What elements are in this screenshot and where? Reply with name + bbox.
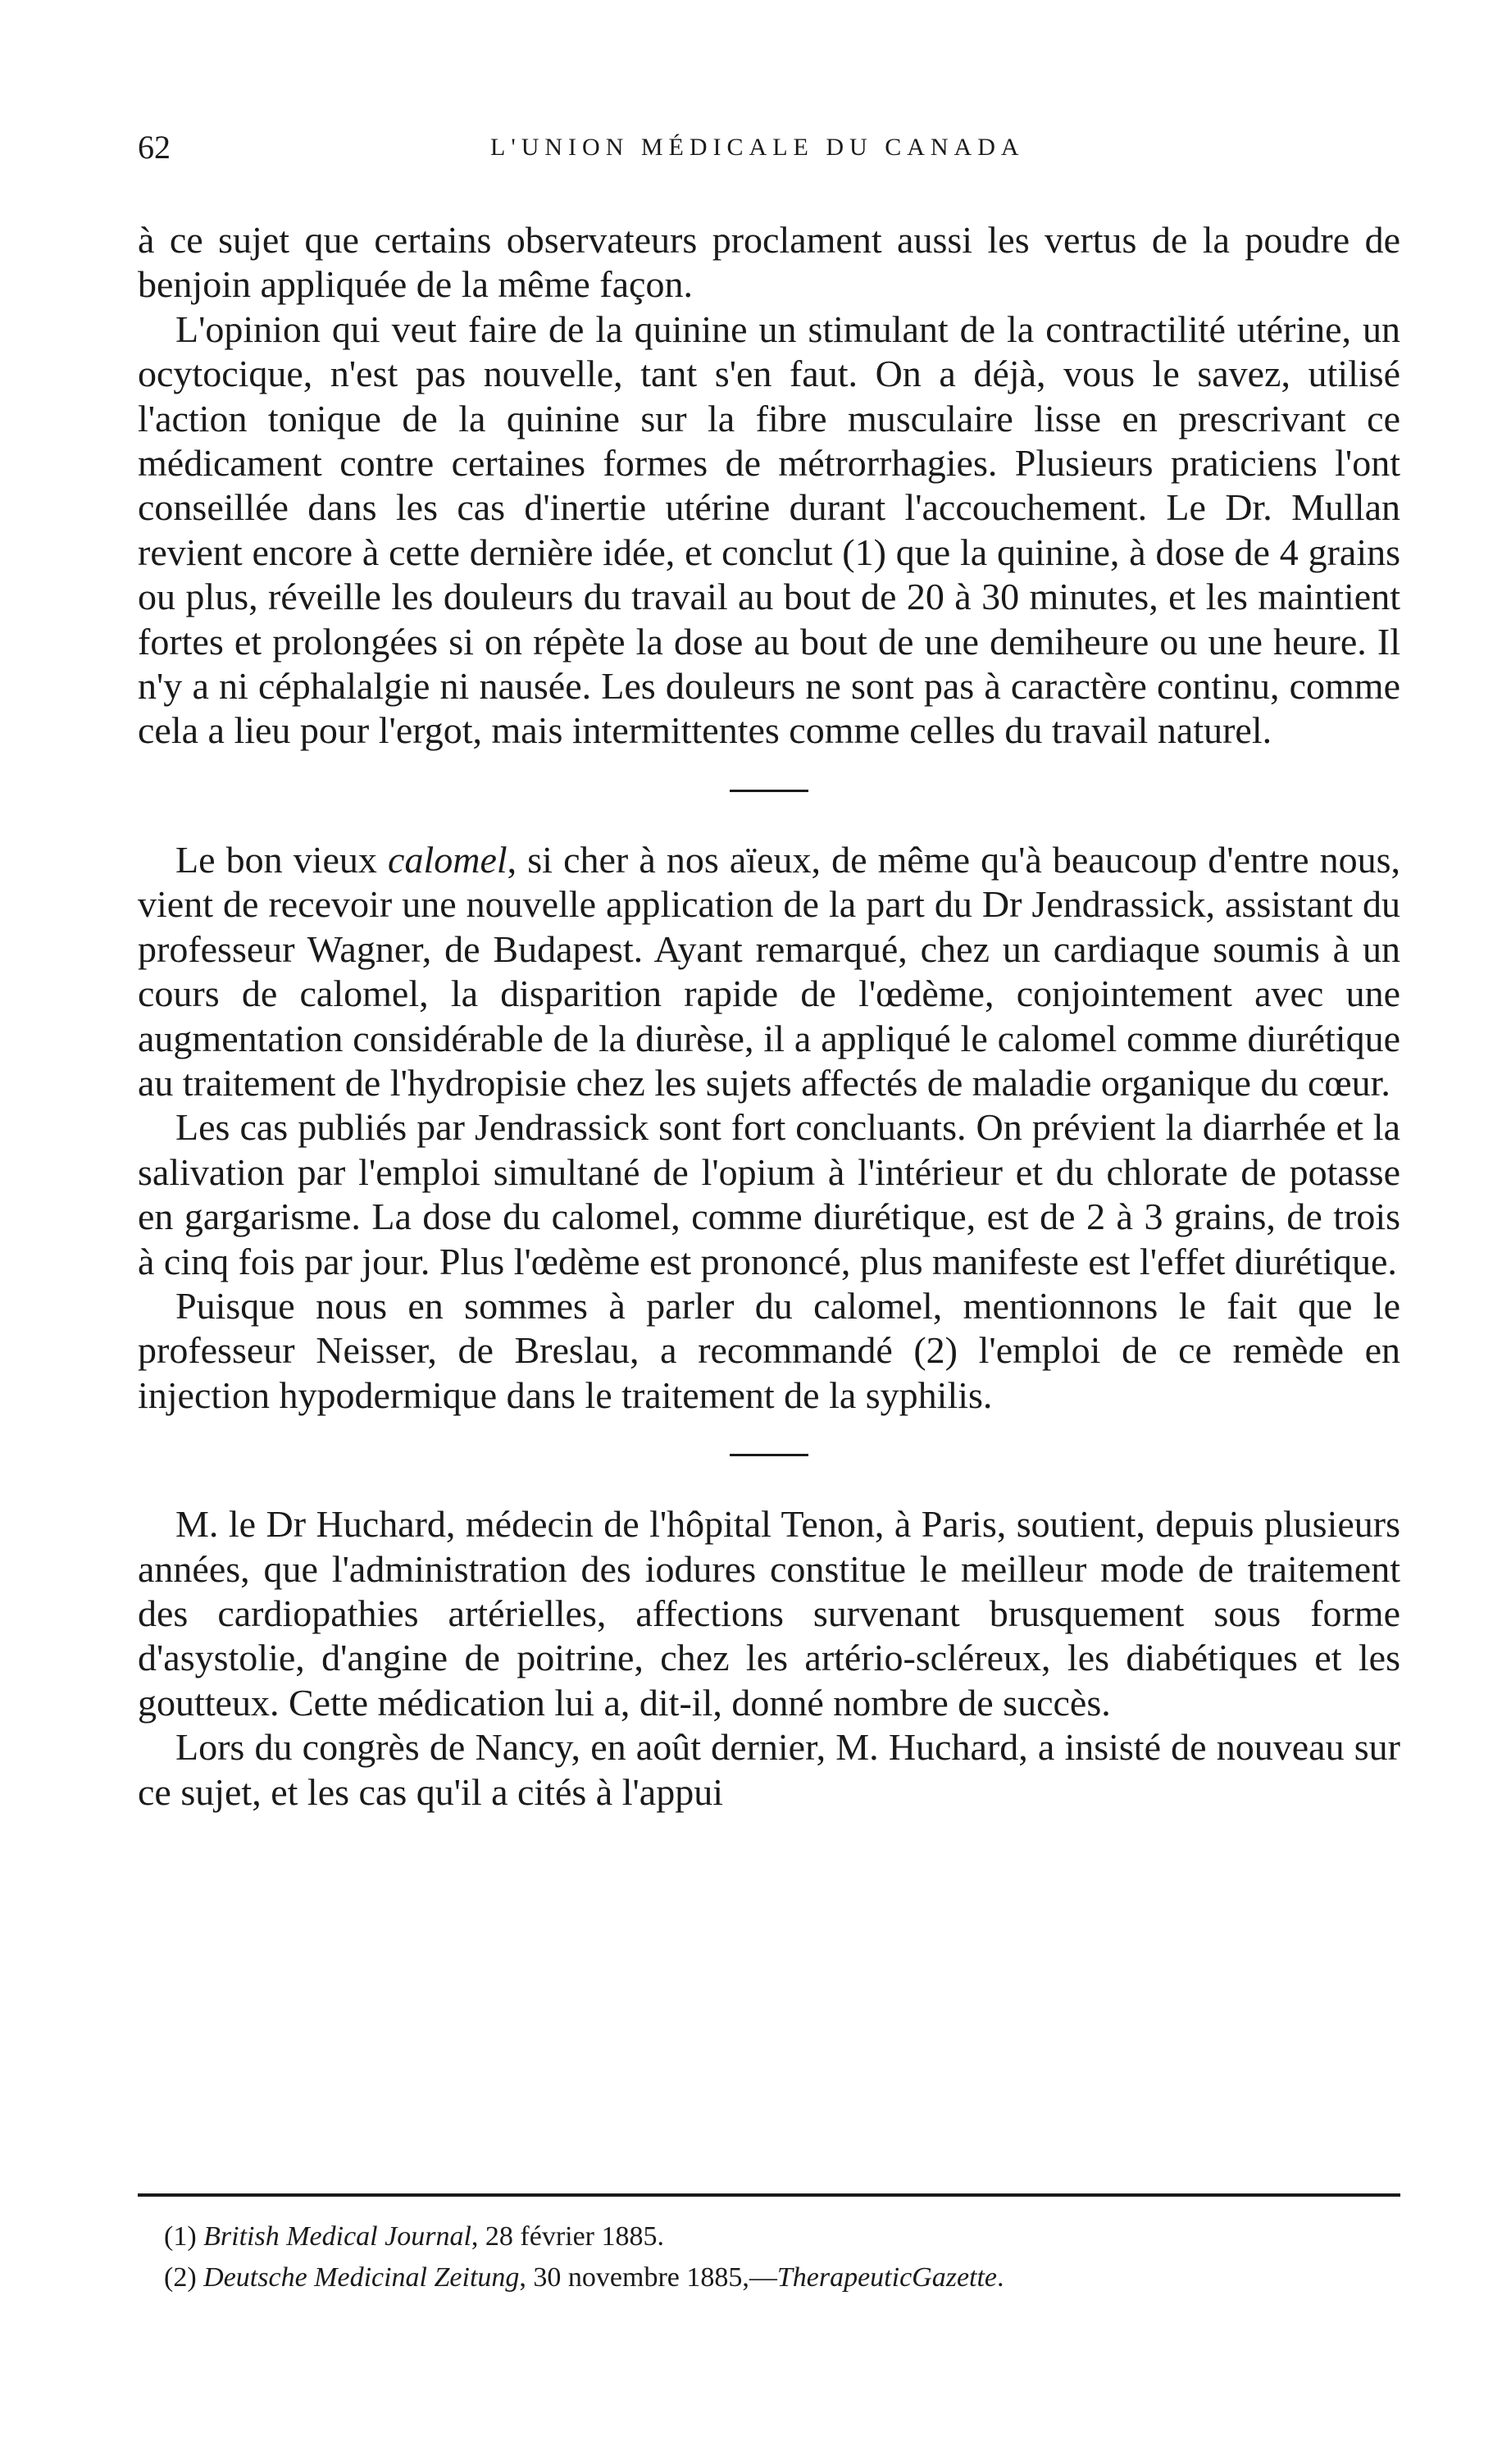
footnote-1 (138, 2216, 1400, 2257)
calomel-text-start: Le bon vieux (175, 838, 389, 881)
footnote-2 (138, 2257, 1400, 2298)
footnote-2-title2: TherapeuticGazette (776, 2262, 998, 2293)
footnote-2-end: . (997, 2262, 1004, 2293)
quinine-section (138, 218, 1400, 754)
footnote-2-rest: , 30 novembre 1885,— (519, 2262, 777, 2293)
huchard-section (138, 1502, 1400, 1815)
calomel-section (138, 838, 1400, 1418)
footnote-2-marker: (2) (164, 2262, 204, 2293)
paragraph-benjoin: à ce sujet que certains observateurs proclament aussi les vertus de la poudre de benjoin appliquée de la même façon. (138, 219, 1400, 306)
footnote-1-title: British Medical Journal (203, 2221, 471, 2252)
page-number: 62 (138, 129, 171, 166)
paragraph-nancy: Lors du congrès de Nancy, en août dernier, M. Huchard, a insisté de nouveau sur ce sujet, et les cas qu'il a cités à l'appui (138, 1726, 1400, 1813)
page-header (138, 123, 1400, 172)
paragraph-quinine: L'opinion qui veut faire de la quinine un stimulant de la contractilité utérine, un ocytocique, n'est pas nouvelle, tant s'en faut. On a déjà, vous le savez, utilisé l'action tonique de la quinine sur la fibre musculaire lisse en prescrivant ce médicament contre certaines formes de métrorrhagies. Plusieurs praticiens l'ont conseillée dans les cas d'inertie utérine durant l'accouchement. Le Dr. Mullan revient encore à cette dernière idée, et conclut (1) que la quinine, à dose de 4 grains ou plus, réveille les douleurs du travail au bout de 20 à 30 minutes, et les maintient fortes et prolongées si on répète la dose au bout de une demiheure ou une heure. Il n'y a ni céphalalgie ni nausée. Les douleurs ne sont pas à caractère continu, comme cela a lieu pour l'ergot, mais intermittentes comme celles du travail naturel. (138, 307, 1400, 752)
page-body (138, 123, 1401, 2293)
footnotes (138, 2193, 1400, 2298)
footnote-2-title: Deutsche Medicinal Zeitung (203, 2262, 520, 2293)
calomel-text-rest: , si cher à nos aïeux, de même qu'à beaucoup d'entre nous, vient de recevoir une nouvelle application de la part du Dr Jendrassick, assistant du professeur Wagner, de Budapest. Ayant remarqué, chez un cardiaque soumis à un cours de calomel, la disparition rapide de l'œdème, conjointement avec une augmentation considérable de la diurèse, il a appliqué le calomel comme diurétique au traitement de l'hydropisie chez les sujets affectés de maladie organique du cœur. (138, 838, 1401, 1104)
section-divider (730, 790, 808, 792)
calomel-italic-word: calomel (388, 838, 507, 881)
footnote-1-rest: , 28 février 1885. (471, 2221, 665, 2252)
paragraph-neisser: Puisque nous en sommes à parler du calomel, mentionnons le fait que le professeur Neisser, de Breslau, a recommandé (2) l'emploi de ce remède en injection hypodermique dans le traitement de la syphilis. (138, 1284, 1400, 1416)
paragraph-jendrassick: Les cas publiés par Jendrassick sont fort concluants. On prévient la diarrhée et la salivation par l'emploi simultané de l'opium à l'intérieur et du chlorate de potasse en gargarisme. La dose du calomel, comme diurétique, est de 2 à 3 grains, de trois à cinq fois par jour. Plus l'œdème est prononcé, plus manifeste est l'effet diurétique. (138, 1106, 1400, 1282)
paragraph-calomel (138, 838, 1400, 1105)
running-title: L'UNION MÉDICALE DU CANADA (490, 134, 1025, 161)
section-divider (730, 1454, 808, 1456)
footnote-rule (138, 2193, 1400, 2197)
paragraph-huchard: M. le Dr Huchard, médecin de l'hôpital Tenon, à Paris, soutient, depuis plusieurs années, que l'administration des iodures constitue le meilleur mode de traitement des cardiopathies artérielles, affections survenant brusquement sous forme d'asystolie, d'angine de poitrine, chez les artério-scléreux, les diabétiques et les goutteux. Cette médication lui a, dit-il, donné nombre de succès. (138, 1503, 1400, 1724)
footnote-1-marker: (1) (164, 2221, 204, 2252)
